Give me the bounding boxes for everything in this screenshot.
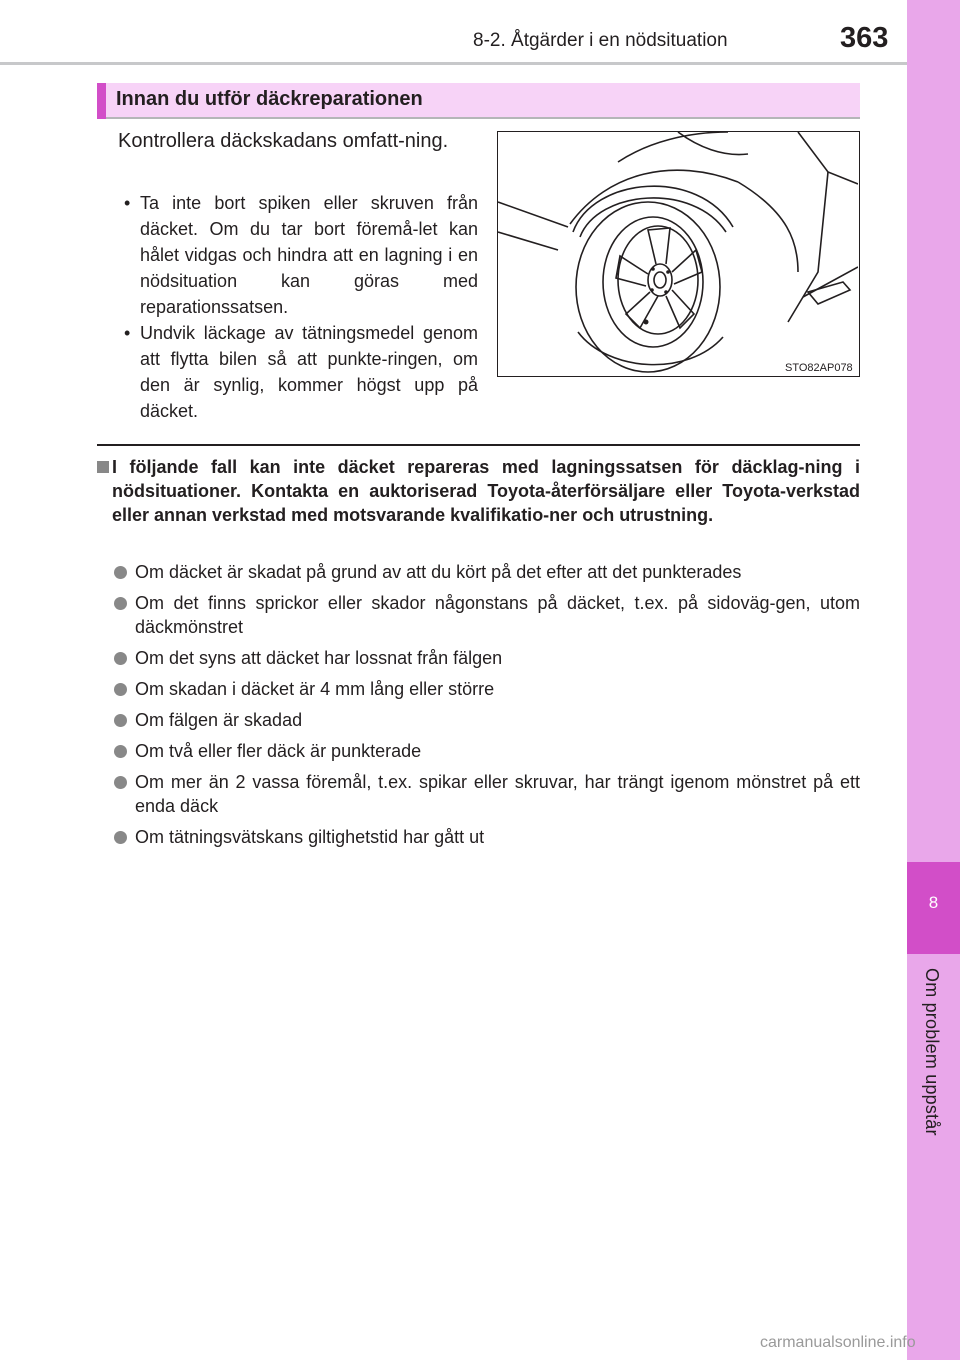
flat-tire-illustration bbox=[497, 131, 860, 377]
circle-bullet-icon bbox=[114, 683, 127, 696]
circle-bullet-icon bbox=[114, 597, 127, 610]
circle-bullet-icon bbox=[114, 566, 127, 579]
watermark-text: carmanualsonline.info bbox=[760, 1334, 916, 1351]
section-divider bbox=[97, 444, 860, 446]
condition-item bbox=[97, 646, 860, 670]
circle-bullet-icon bbox=[114, 831, 127, 844]
condition-item bbox=[97, 825, 860, 849]
instruction-text: Undvik läckage av tätningsmedel genom att flytta bilen så att punkte-ringen, om den är synlig, kommer högst upp på däcket. bbox=[140, 323, 478, 421]
conditions-list bbox=[97, 560, 860, 856]
condition-item bbox=[97, 677, 860, 701]
illustration-code: STO82AP078 bbox=[785, 362, 853, 374]
section-heading-accent bbox=[97, 83, 106, 119]
instruction-item bbox=[118, 320, 478, 424]
circle-bullet-icon bbox=[114, 652, 127, 665]
condition-text: Om två eller fler däck är punkterade bbox=[135, 741, 422, 761]
circle-bullet-icon bbox=[114, 714, 127, 727]
bullet-dot-icon: • bbox=[124, 323, 131, 343]
header-rule bbox=[0, 62, 907, 65]
condition-item bbox=[97, 708, 860, 732]
chapter-number: 8 bbox=[928, 893, 939, 912]
condition-text: Om fälgen är skadad bbox=[135, 710, 303, 730]
condition-text: Om tätningsvätskans giltighetstid har gått ut bbox=[135, 827, 485, 847]
section-title: Innan du utför däckreparationen bbox=[116, 88, 423, 110]
condition-text: Om mer än 2 vassa föremål, t.ex. spikar eller skruvar, har trängt igenom mönstret på ett enda däck bbox=[135, 772, 860, 816]
note-heading: I följande fall kan inte däcket repareras med lagningssatsen för däcklag-ning i nödsituationer. Kontakta en auktoriserad Toyota-återförsäljare eller Toyota-verkstad eller annan verkstad med motsvarande kvalifikatio-ner och utrustning. bbox=[112, 457, 860, 525]
circle-bullet-icon bbox=[114, 745, 127, 758]
header-section-title: 8-2. Åtgärder i en nödsituation bbox=[473, 30, 728, 51]
chapter-side-tab bbox=[907, 0, 960, 1360]
condition-item bbox=[97, 770, 860, 818]
condition-text: Om det finns sprickor eller skador någonstans på däcket, t.ex. på sidoväg-gen, utom däckmönstret bbox=[135, 593, 860, 637]
tire-wheel-drawing bbox=[498, 132, 858, 375]
instruction-text: Ta inte bort spiken eller skruven från däcket. Om du tar bort föremå-let kan hålet vidgas och hindra att en lagning i en nödsituation kan göras med reparationssatsen. bbox=[140, 193, 478, 317]
condition-text: Om däcket är skadat på grund av att du kört på det efter att det punkterades bbox=[135, 562, 742, 582]
condition-text: Om det syns att däcket har lossnat från fälgen bbox=[135, 648, 503, 668]
instruction-item bbox=[118, 190, 478, 320]
condition-text: Om skadan i däcket är 4 mm lång eller större bbox=[135, 679, 495, 699]
condition-item bbox=[97, 739, 860, 763]
intro-text: Kontrollera däckskadans omfatt-ning. bbox=[118, 130, 449, 152]
instruction-list bbox=[118, 190, 478, 424]
page-number: 363 bbox=[840, 22, 889, 54]
condition-item bbox=[97, 560, 860, 584]
bullet-dot-icon: • bbox=[124, 193, 131, 213]
condition-item bbox=[97, 591, 860, 639]
circle-bullet-icon bbox=[114, 776, 127, 789]
chapter-title: Om problem uppstår bbox=[922, 968, 942, 1136]
note-square-icon bbox=[97, 461, 109, 473]
